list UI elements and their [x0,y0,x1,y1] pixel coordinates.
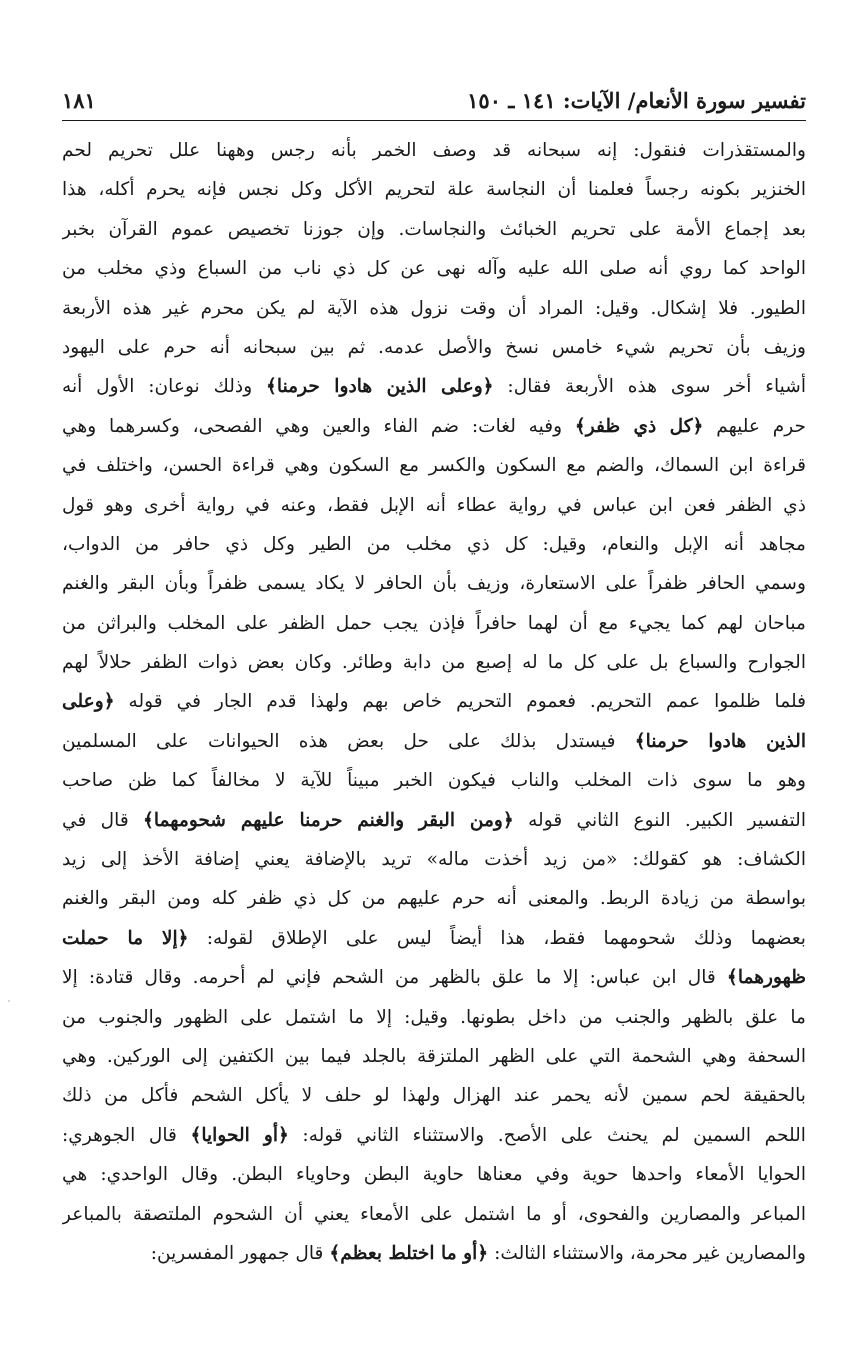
text-line: والمستقذرات فنقول: إنه سبحانه قد وصف الخمر بأنه رجس وههنا علل تحريم لحم [62,140,806,161]
text-line: وزيف بأن تحريم شيء خامس نسخ والأصل عدمه. ثم بين سبحانه أنه حرم على اليهود [62,336,806,358]
running-title: تفسير سورة الأنعام/ الآيات: ١٤١ ـ ١٥٠ [467,88,806,113]
text-line: الخنزير بكونه رجساً فعلمنا أن النجاسة علة لتحريم الأكل وكل نجس فإنه يحرم أكله، هذا [62,179,806,201]
text-line [62,722,806,761]
text-line: الواحد كما روي أنه صلى الله عليه وآله نهى عن كل ذي ناب من السباع وذي مخلب من [62,258,806,280]
quran-quote: ﴿إلا ما حملت [62,927,189,949]
text-segment: والمصارين غير محرمة، والاستثناء الثالث: [488,1242,806,1264]
text-line: الكشاف: هو كقولك: «من زيد أخذت ماله» تريد بالإضافة يعني إضافة الأخذ إلى زيد [62,849,806,871]
header-rule [62,120,806,121]
text-line: مجاهد أنه الإبل والنعام، وقيل: كل ذي مخلب من الطير وكل ذي حافر من الدواب، [62,533,806,555]
text-line [62,367,806,406]
text-line [62,958,806,997]
text-segment: قال جمهور المفسرين: [150,1242,330,1264]
text-segment: وفيه لغات: ضم الفاء والعين وهي الفصحى، وكسرهما وهي [62,415,575,437]
text-line: المباعر والمصارين والفحوى، أو ما اشتمل على الأمعاء يعني أن الشحوم الملتصقة بالمباعر [62,1203,806,1225]
text-line: وهو ما سوى ذات المخلب والناب فيكون الخبر مبيناً للآية لا مخالفاً كما ظن صاحب [62,770,806,792]
text-segment: بعضهما وذلك شحومهما فقط، هذا أيضاً ليس على الإطلاق لقوله: [188,927,806,949]
text-line: الجوارح والسباع بل على كل ما له إصبع من دابة وطائر. وكان بعض ذوات الظفر حلالاً لهم [62,652,806,674]
text-line: الطيور. فلا إشكال. وقيل: المراد أن وقت نزول هذه الآية لم يكن محرم غير هذه الأربعة [62,297,806,319]
page-header [62,84,806,118]
text-segment: وذلك نوعان: الأول أنه [62,376,267,398]
text-segment: التفسير الكبير. النوع الثاني قوله [513,809,806,831]
text-segment: حرم عليهم [703,415,806,437]
text-line: بواسطة من زيادة الربط. والمعنى أنه حرم عليهم من كل ذي ظفر كله ومن البقر والغنم [62,888,806,910]
text-line: قراءة ابن السماك، والضم مع السكون والكسر مع السكون وهي قراءة الحسن، واختلف في [62,455,806,477]
scan-speck [8,1000,10,1002]
text-line: بالحقيقة لحم سمين لأنه يحمر عند الهزال ولهذا لو حلف لا يأكل الشحم فأكل من ذلك [62,1085,806,1107]
text-line [62,1116,806,1155]
book-page [62,84,806,1273]
text-line: وسمي الحافر ظفراً على الاستعارة، وزيف بأن الحافر لا يكاد يسمى ظفراً وبأن البقر والغنم [62,573,806,595]
quran-quote: ﴿ومن البقر والغنم حرمنا عليهم شحومهما﴾ [142,809,514,831]
text-line: بعد إجماع الأمة على تحريم الخبائث والنجاسات. وإن جوزنا تخصيص عموم القرآن بخبر [62,218,806,240]
text-segment: أشياء أخر سوى هذه الأربعة فقال: [493,376,806,398]
text-line: ما علق بالظهر والجنب من داخل بطونها. وقيل: إلا ما اشتمل على الظهور والجنوب من [62,1006,806,1028]
text-line: ذي الظفر فعن ابن عباس في رواية عطاء أنه الإبل فقط، وعنه في رواية أخرى وهو قول [62,494,806,516]
quran-quote: ﴿أو ما اختلط بعظم﴾ [329,1242,489,1264]
quran-quote: ظهورهما﴾ [726,967,806,989]
text-line [62,919,806,958]
quran-quote: الذين هادوا حرمنا﴾ [634,730,806,752]
text-line: الحوايا الأمعاء واحدها حوية وفي معناها حاوية البطن وحاوياء البطن. وقال الواحدي: هي [62,1164,806,1186]
quran-quote: ﴿وعلى الذين هادوا حرمنا﴾ [266,376,494,398]
quran-quote: ﴿وعلى [62,691,115,713]
text-line: مباحان لهم كما يجيء مع أن لهما حافراً فإذن يجب حمل الظفر على المخلب والبراثن من [62,612,806,634]
page-number: ١٨١ [62,88,96,113]
text-line [62,682,806,721]
text-line [62,1234,806,1273]
quran-quote: ﴿أو الحوايا﴾ [190,1124,289,1146]
text-segment: قال الجوهري: [62,1124,191,1146]
text-line [62,407,806,446]
text-segment: فيستدل بذلك على حل بعض هذه الحيوانات على المسلمين [62,730,635,752]
quran-quote: ﴿كل ذي ظفر﴾ [574,415,704,437]
text-segment: قال ابن عباس: إلا ما علق بالظهر من الشحم فإني لم أحرمه. وقال قتادة: إلا [62,967,727,989]
text-segment: قال في [62,809,143,831]
text-segment: فلما ظلموا عمم التحريم. فعموم التحريم خاص بهم ولهذا قدم الجار في قوله [114,691,806,713]
text-line [62,801,806,840]
text-line: السحفة وهي الشحمة التي على الظهر الملتزقة بالجلد فيما بين الكتفين إلى الوركين. وهي [62,1045,806,1067]
text-segment: اللحم السمين لم يحنث على الأصح. والاستثناء الثاني قوله: [288,1124,806,1146]
tafsir-text [62,131,806,1273]
